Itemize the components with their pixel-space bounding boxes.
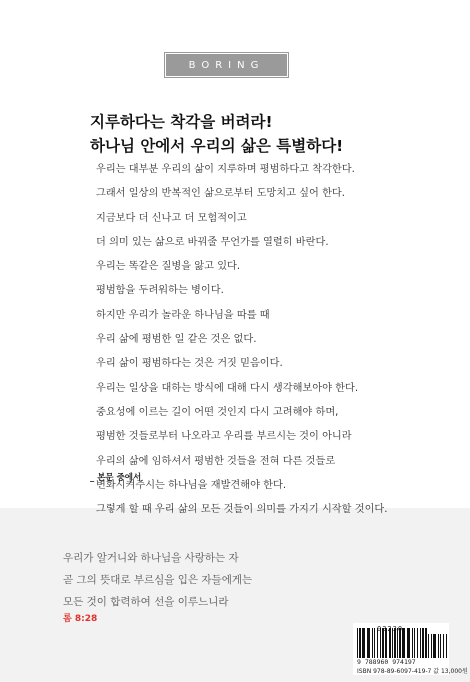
body-line: 우리 삶에 평범한 일 같은 것은 없다. <box>96 334 257 346</box>
body-line: 우리 삶이 평범하다는 것은 거짓 믿음이다. <box>96 358 283 370</box>
body-line: 우리는 일상을 대하는 방식에 대해 다시 생각해보아야 한다. <box>96 382 359 394</box>
body-line: 우리는 똑같은 질병을 앓고 있다. <box>96 261 241 273</box>
body-line: 우리의 삶에 임하셔서 평범한 것들을 전혀 다른 것들로 <box>96 455 336 467</box>
body-line: 우리는 대부분 우리의 삶이 지루하며 평범하다고 착각한다. <box>96 164 355 175</box>
barcode-bar <box>407 628 410 658</box>
barcode-bar <box>425 628 427 658</box>
barcode-bar <box>420 628 421 658</box>
body-line: 평범함을 두려워하는 병이다. <box>96 285 224 297</box>
barcode-bar <box>359 628 361 658</box>
barcode-bar <box>397 628 398 658</box>
verse-reference: 롬 8:28 <box>63 614 98 624</box>
body-line: 더 의미 있는 삶으로 바꿔줄 무언가를 열렬히 바란다. <box>96 236 329 248</box>
body-line: 그래서 일상의 반복적인 삶으로부터 도망치고 싶어 한다. <box>96 188 346 200</box>
barcode-bar <box>374 628 375 658</box>
barcode-bar <box>367 628 370 658</box>
barcode-bar <box>414 628 415 658</box>
boring-badge: BORING <box>165 53 288 77</box>
body-line: 중요성에 이르는 길이 어떤 것인지 다시 고려해야 하며, <box>96 406 339 418</box>
barcode-bar <box>392 628 393 658</box>
barcode-bar <box>357 628 358 658</box>
barcode-bar <box>377 628 378 658</box>
barcode-bar <box>362 628 365 658</box>
barcode-bar <box>438 634 439 658</box>
verse-line: 곧 그의 뜻대로 부르심을 입은 자들에게는 <box>63 574 253 586</box>
body-line: 그렇게 할 때 우리 삶의 모든 것들이 의미를 가지기 시작할 것이다. <box>96 504 388 516</box>
barcode-bar <box>431 634 432 658</box>
barcode-bar <box>399 628 401 658</box>
barcode-bar <box>446 634 447 658</box>
barcode-bar <box>440 634 441 658</box>
body-line: 변화시켜주시는 하나님을 재발견해야 한다. <box>96 479 287 491</box>
body-line: 평범한 것들로부터 나오라고 우리를 부르시는 것이 아니라 <box>96 431 352 443</box>
isbn-barcode <box>357 628 427 658</box>
headline <box>90 110 430 158</box>
addon-barcode <box>428 634 447 658</box>
barcode-bar <box>433 634 436 658</box>
barcode-bar <box>382 628 384 658</box>
isbn-price-line: ISBN 978-89-6097-419-7 값 13,000원 <box>357 668 468 675</box>
verse-line: 우리가 알거니와 하나님을 사랑하는 자 <box>63 552 239 564</box>
barcode-bar <box>394 628 396 658</box>
barcode-bar <box>402 628 405 658</box>
barcode-bar <box>428 634 429 658</box>
barcode-bar <box>443 634 444 658</box>
body-line: 하지만 우리가 놀라운 하나님을 따를 때 <box>96 309 270 321</box>
excerpt-label: _ 본문 중에서 <box>90 473 142 483</box>
barcode-bar <box>389 628 391 658</box>
barcode-digits: 9 788960 974197 <box>357 658 416 666</box>
barcode-bar <box>385 628 387 658</box>
barcode-bar <box>412 628 413 658</box>
bible-verse <box>63 547 363 613</box>
barcode-bar <box>417 628 418 658</box>
body-text <box>96 158 456 522</box>
barcode-bar <box>380 628 381 658</box>
headline-line: 지루하다는 착각을 버려라! <box>90 113 273 131</box>
barcode-bar <box>422 628 424 658</box>
barcode-bar <box>372 628 373 658</box>
body-line: 지금보다 더 신나고 더 모험적이고 <box>96 212 247 224</box>
headline-line: 하나님 안에서 우리의 삶은 특별하다! <box>90 137 344 155</box>
verse-line: 모든 것이 합력하여 선을 이루느니라 <box>63 596 229 608</box>
